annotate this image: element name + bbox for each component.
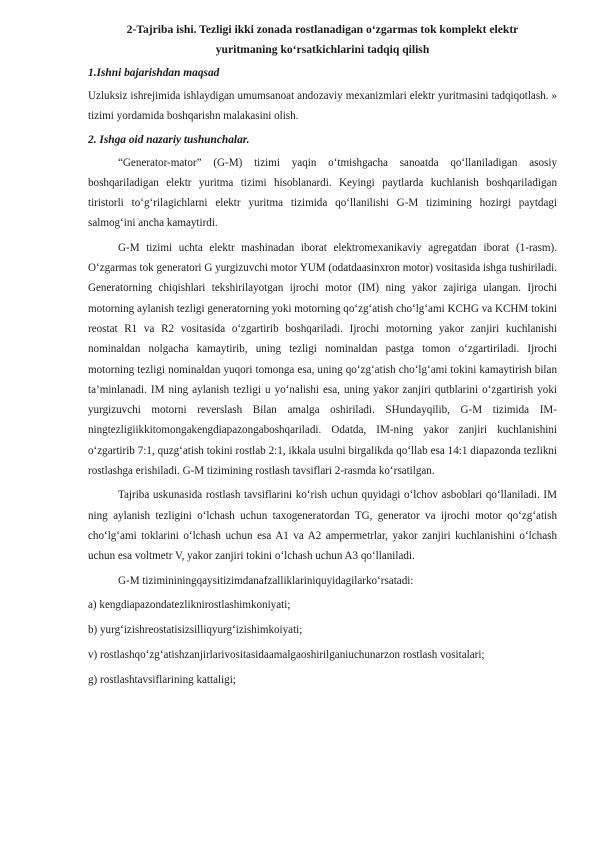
document-page xyxy=(88,20,557,695)
paragraph-2: G-M tizimi uchta elektr mashinadan iborat elektromexanikaviy agregatdan iborat (1-rasm). O‘zgarmas tok generatori G yurgizuvchi motor YUM (odatdaasinxron motor) vositasida ishga tushiriladi. Generatorning chiqishlari tekshirilayotgan ijrochi motor (IM) ning yakor zajiriga ulangan. Ijrochi motorning aylanish tezligi generatorning yoki motorning qo‘zg‘atish cho‘lg‘ami KCHG va KCHM tokini reostat R1 va R2 vositasida o‘zgartirib boshqariladi. Ijrochi motorning yakor zanjiri kuchlanishi nominaldan nolgacha kamaytirib, uning tezligi nominaldan pastga tomon o‘zgartiriladi. Ijrochi motorning tezligi nominaldan yuqori tomonga esa, uning qo‘zg‘atish cho‘lg‘ami tokini kamaytirish bilan ta’minlanadi. IM ning aylanish tezligi u yo‘nalishi esa, uning yakor zanjiri qutblarini o‘zgartirish yoki yurgizuvchi motorni reverslash Bilan amalga oshiriladi. SHundayqilib, G-M tizimida IM-ningtezligiikkitomongakengdiapazongaboshqariladi. Odatda, IM-ning yakor zanjiri kuchlanishini o‘zgartirib 7:1, quzg‘atish tokini rostlab 2:1, ikkala usulni birgalikda qo‘llab esa 14:1 diapazonda tezlikni rostlashga erishiladi. G-M tizimining rostlash tavsiflari 2-rasmda ko‘rsatilgan. xyxy=(88,241,557,478)
section-heading-theory: 2. Ishga oid nazariy tushunchalar. xyxy=(88,133,250,146)
list-item-a: a) kengdiapazondatezliknirostlashimkoniyati; xyxy=(88,598,291,611)
goal-text: Uzluksiz ishrejimida ishlaydigan umumsanoat andozaviy mexanizmlari elektr yuritmasini tadqiqotlash. » tizimi yordamida boshqarishn malakasini olish. xyxy=(88,90,557,123)
paragraph-1: “Generator-mator” (G-M) tizimi yaqin o‘tmishgacha sanoatda qo‘llaniladigan asosiy boshqariladigan elektr yuritma tizimi hisoblanardi. Keyingi paytlarda kuchlanish boshqariladigan tiristorli to‘g‘rilagichlarni elektr yuritma tizimida qo‘llanilishi G-M tizimining hozirgi paytdagi salmog‘ini ancha kamaytirdi. xyxy=(88,156,557,230)
list-item-g: g) rostlashtavsiflarining kattaligi; xyxy=(88,673,236,686)
document-title xyxy=(88,20,557,60)
title-line-2: yuritmaning ko‘rsatkichlarini tadqiq qilish xyxy=(215,43,430,56)
paragraph-3: Tajriba uskunasida rostlash tavsiflarini ko‘rish uchun quyidagi o‘lchov asboblari qo‘llaniladi. IM ning aylanish tezligini o‘lchash uchun taxogeneratordan TG, generator va ijrochi motor qo‘zg‘atish cho‘lg‘ami toklarini o‘lchash uchun esa A1 va A2 ampermetrlar, yakor zanjiri kuchlanishini o‘lchash uchun esa voltmetr V, yakor zanjiri tokini o‘lchash uchun A3 qo‘llaniladi. xyxy=(88,489,557,563)
list-item-b: b) yurg‘izishreostatisizsilliqyurg‘izishimkoiyati; xyxy=(88,623,303,636)
section-heading-goal: 1.Ishni bajarishdan maqsad xyxy=(88,67,220,79)
list-item-v: v) rostlashqo‘zg‘atishzanjirlarivositasidaamalgaoshirilganiuchunarzon rostlash vositalari; xyxy=(88,648,485,661)
title-line-1: 2-Tajriba ishi. Tezligi ikki zonada rostlanadigan o‘zgarmas tok komplekt elektr xyxy=(126,23,519,36)
paragraph-4: G-M tizimininingqaysitizimdanafzalliklariniquyidagilarko‘rsatadi: xyxy=(118,574,414,587)
